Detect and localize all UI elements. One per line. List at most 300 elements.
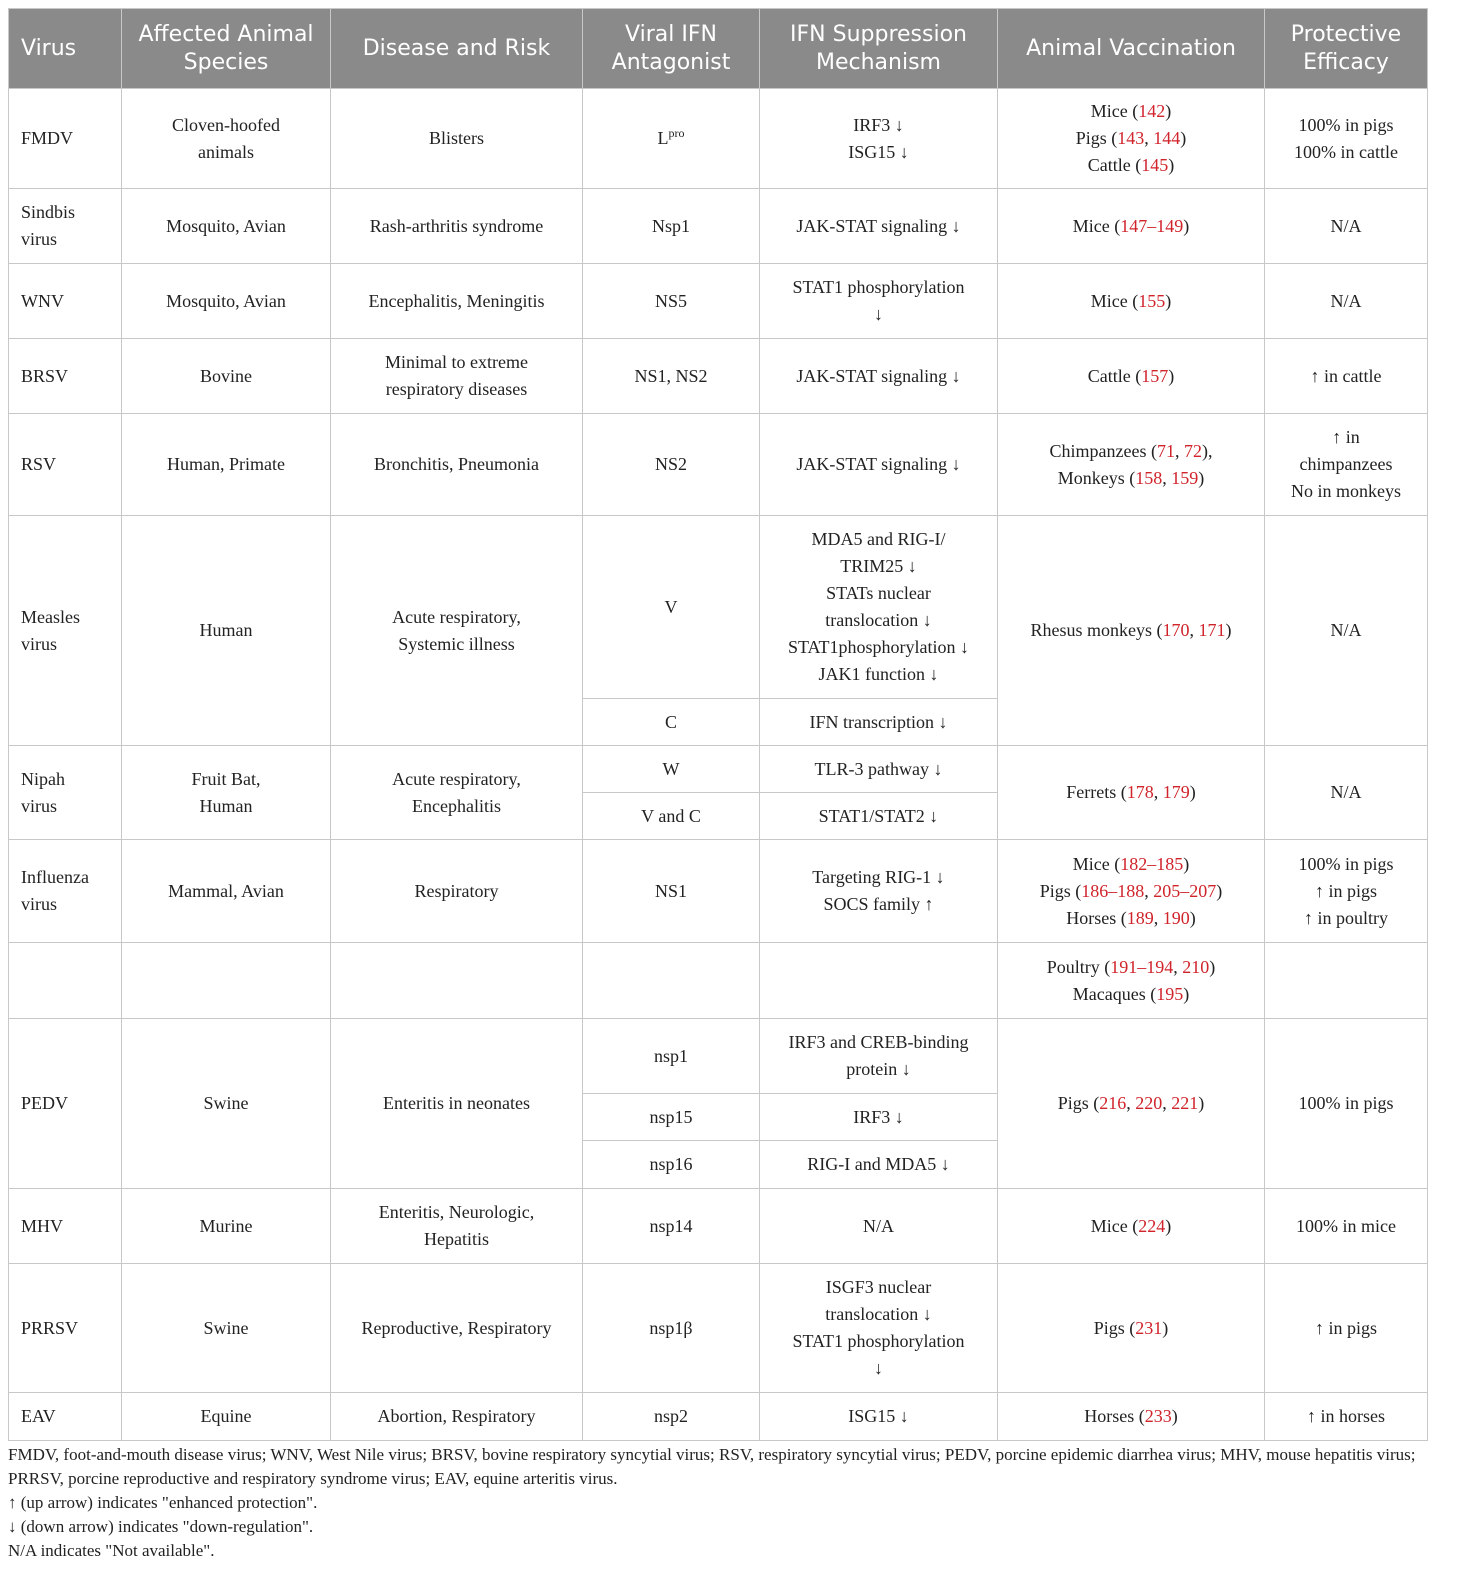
cell-disease [331,339,583,414]
cell-mechanism-line: IRF3 ↓ [853,1106,904,1127]
cell-efficacy-line: No in monkeys [1291,481,1401,501]
cell-species [122,89,331,189]
reference-link: 145 [1141,155,1169,175]
antagonist-name: nsp1β [649,1317,693,1338]
reference-link: 144 [1153,128,1181,148]
table-container [8,8,1427,1441]
cell-disease-line: respiratory diseases [385,379,528,399]
antagonist-name: L [657,128,669,148]
cell-efficacy [1265,189,1428,264]
cell-antagonist [583,1094,760,1141]
cell-disease-line: Bronchitis, Pneumonia [374,454,539,474]
reference-link: 205–207 [1153,880,1217,901]
cell-virus-line: Measles [21,606,80,627]
vaccination-animal: Horses ( [1084,1406,1145,1426]
antagonist-name: nsp2 [653,1406,688,1426]
cell-species [122,840,331,943]
header-ifn-antagonist [583,9,760,89]
header-virus [9,9,122,89]
cell-vaccination [998,840,1265,943]
reference-link: 71 [1156,440,1175,461]
cell-virus [9,414,122,516]
reference-link: 220 [1135,1093,1163,1113]
antagonist-name: Nsp1 [651,215,690,236]
vaccination-entry [1006,465,1256,492]
cell-antagonist [583,1393,760,1441]
cell-virus-line: RSV [21,454,57,474]
cell-mechanism-line: IRF3 and CREB-binding [788,1032,969,1052]
vaccination-animal: Cattle ( [1087,365,1142,386]
header-line: Affected Animal [138,21,314,47]
reference-link: 142 [1138,101,1166,121]
vaccination-entry [1006,1213,1256,1240]
cell-efficacy-line: ↑ in horses [1307,1406,1385,1426]
cell-species-line: Murine [199,1215,253,1236]
vaccination-entry [1006,152,1256,179]
cell-mechanism-line: RIG-I and MDA5 ↓ [807,1154,950,1174]
table-row [9,189,1428,264]
cell-virus [9,840,122,943]
cell-species [122,1019,331,1189]
cell-mechanism [760,264,998,339]
cell-mechanism-line: STATs nuclear [826,583,931,603]
cell-species [122,1264,331,1393]
vaccination-close: ) [1183,983,1190,1004]
cell-efficacy-line: N/A [1330,290,1362,311]
vaccination-close: ) [1162,1317,1169,1338]
header-line: Antagonist [611,49,731,75]
cell-vaccination [998,89,1265,189]
cell-virus-line: EAV [21,1406,56,1426]
cell-species [122,1189,331,1264]
vaccination-entry [1006,213,1256,240]
cell-virus-line: virus [21,633,57,654]
vaccination-close: ) [1165,101,1172,121]
cell-disease-line: Enteritis in neonates [383,1093,530,1113]
reference-link: 221 [1171,1093,1199,1113]
vaccination-close: ), [1201,440,1213,461]
cell-mechanism-line: ISG15 ↓ [848,141,909,162]
cell-mechanism-line: protein ↓ [846,1059,911,1079]
cell-species-line: Equine [200,1406,252,1426]
antagonist-name: C [664,711,677,732]
vaccination-close: ) [1209,956,1216,977]
cell-efficacy-line: ↑ in poultry [1304,907,1388,928]
cell-species-line: Mammal, Avian [168,880,284,901]
table-row [9,1393,1428,1441]
cell-disease [331,414,583,516]
cell-vaccination [998,1019,1265,1189]
cell-mechanism [760,793,998,840]
vaccination-entry [1006,438,1256,465]
cell-disease [331,840,583,943]
reference-link: 195 [1156,983,1184,1004]
reference-link: 155 [1138,290,1166,311]
cell-vaccination [998,414,1265,516]
footnote-up-arrow: ↑ (up arrow) indicates "enhanced protection". [8,1493,318,1512]
cell-mechanism-line: JAK-STAT signaling ↓ [796,365,961,386]
cell-mechanism [760,414,998,516]
vaccination-animal: Rhesus monkeys ( [1030,620,1163,640]
antagonist-name: nsp1 [653,1045,688,1066]
vaccination-entry [1006,617,1256,644]
header-line: Species [183,49,269,75]
cell-efficacy [1265,89,1428,189]
reference-link: 178 [1126,782,1154,802]
cell-antagonist [583,840,760,943]
vaccination-close: ) [1183,215,1190,236]
antagonist-name: nsp15 [649,1106,693,1127]
vaccination-animal: Poultry ( [1046,956,1111,977]
cell-mechanism-line: ↓ [874,1358,883,1378]
vaccination-animal: Cattle ( [1087,155,1142,175]
vaccination-entry [1006,363,1256,390]
cell-disease-line: Acute respiratory, [392,606,521,627]
header-line: Disease and Risk [362,35,551,61]
cell-species [122,414,331,516]
cell-species [122,1393,331,1441]
cell-antagonist [583,1019,760,1094]
cell-antagonist [583,414,760,516]
cell-species-line: Cloven-hoofed [172,114,280,135]
footnote-na: N/A indicates "Not available". [8,1541,215,1560]
virus-table [8,8,1428,1441]
vaccination-entry [1006,981,1256,1008]
cell-species-line: Mosquito, Avian [166,215,286,236]
vaccination-entry [1006,851,1256,878]
vaccination-close: ) [1198,1093,1205,1113]
cell-antagonist [583,264,760,339]
table-row [9,1264,1428,1393]
ref-separator: , [1144,880,1154,901]
reference-link: 143 [1117,128,1145,148]
cell-mechanism-line: MDA5 and RIG-I/ [811,529,946,549]
cell-species [122,264,331,339]
cell-mechanism-line: SOCS family ↑ [823,894,934,914]
ref-separator: , [1173,956,1183,977]
cell-virus-line: FMDV [21,128,74,148]
vaccination-close: ) [1189,907,1196,928]
ref-separator: , [1162,467,1172,488]
empty-cell [9,943,122,1019]
cell-virus [9,189,122,264]
cell-vaccination [998,189,1265,264]
vaccination-close: ) [1180,128,1187,148]
cell-virus-line: virus [21,894,57,914]
vaccination-entry [1006,779,1256,806]
cell-antagonist [583,89,760,189]
header-line: Protective [1290,21,1402,47]
cell-efficacy-line: 100% in pigs [1298,114,1394,135]
cell-virus [9,1264,122,1393]
cell-species-line: Human, Primate [167,454,285,474]
reference-link: 216 [1099,1093,1127,1113]
header-line: Efficacy [1303,49,1389,75]
cell-virus [9,89,122,189]
table-header-row [9,9,1428,89]
cell-disease-line: Encephalitis [412,795,501,816]
cell-efficacy-line: N/A [1330,782,1362,802]
antagonist-name: W [662,758,680,779]
vaccination-entry [1006,878,1256,905]
antagonist-name: NS5 [654,290,687,311]
cell-disease [331,746,583,840]
cell-virus-line: virus [21,229,57,249]
table-row [9,264,1428,339]
cell-vaccination [998,1264,1265,1393]
cell-efficacy [1265,516,1428,746]
cell-disease [331,1019,583,1189]
vaccination-animal: Macaques ( [1072,983,1157,1004]
cell-virus-line: virus [21,795,57,816]
vaccination-close: ) [1198,467,1205,488]
cell-disease-line: Encephalitis, Meningitis [368,290,545,311]
cell-efficacy-line: chimpanzees [1299,454,1393,474]
cell-species [122,189,331,264]
cell-mechanism-line: IRF3 ↓ [853,114,904,135]
cell-disease [331,516,583,746]
cell-mechanism-line: TRIM25 ↓ [840,556,917,576]
antagonist-name: V [664,596,678,617]
ref-separator: , [1153,907,1163,928]
empty-cell [760,943,998,1019]
cell-mechanism [760,699,998,746]
vaccination-animal: Mice ( [1072,853,1121,874]
cell-efficacy-line: 100% in cattle [1294,141,1398,162]
cell-antagonist [583,339,760,414]
reference-link: 157 [1141,365,1169,386]
cell-antagonist [583,189,760,264]
cell-mechanism [760,89,998,189]
cell-virus [9,516,122,746]
antagonist-name: NS1, NS2 [634,365,708,386]
header-protective-efficacy [1265,9,1428,89]
cell-mechanism [760,339,998,414]
header-suppression-mechanism [760,9,998,89]
cell-disease [331,1264,583,1393]
cell-vaccination [998,516,1265,746]
reference-link: 159 [1171,467,1199,488]
vaccination-close: ) [1183,853,1190,874]
cell-virus-line: BRSV [21,365,69,386]
cell-mechanism [760,189,998,264]
vaccination-animal: Monkeys ( [1057,467,1136,488]
reference-link: 182–185 [1120,853,1184,874]
cell-vaccination [998,746,1265,840]
vaccination-entry [1006,288,1256,315]
reference-link: 233 [1144,1406,1172,1426]
vaccination-animal: Pigs ( [1075,128,1118,148]
cell-mechanism-line: N/A [863,1215,894,1236]
cell-disease-line: Blisters [428,128,484,148]
cell-virus-line: Influenza [21,867,89,887]
vaccination-close: ) [1225,620,1232,640]
cell-mechanism-line: JAK-STAT signaling ↓ [796,215,961,236]
vaccination-close: ) [1165,1215,1172,1236]
cell-efficacy [1265,840,1428,943]
cell-efficacy-line: ↑ in [1332,427,1360,447]
antagonist-name: NS2 [654,454,687,474]
header-line: IFN Suppression [790,21,967,47]
cell-species [122,746,331,840]
header-line: Virus [21,35,77,61]
empty-cell [1265,943,1428,1019]
header-line: Viral IFN [625,21,717,47]
cell-efficacy-line: N/A [1330,620,1362,640]
cell-species-line: Human [199,620,253,640]
cell-mechanism-line: TLR-3 pathway ↓ [814,758,943,779]
vaccination-entry [1006,125,1256,152]
antagonist-name: nsp16 [649,1154,693,1174]
cell-disease-line: Enteritis, Neurologic, [378,1202,535,1222]
vaccination-animal: Mice ( [1090,101,1139,121]
ref-separator: , [1162,1093,1172,1113]
header-line: Mechanism [816,49,941,75]
table-row [9,89,1428,189]
cell-mechanism [760,1019,998,1094]
cell-efficacy [1265,339,1428,414]
cell-mechanism [760,1189,998,1264]
reference-link: 190 [1162,907,1190,928]
vaccination-close: ) [1216,880,1223,901]
cell-antagonist [583,699,760,746]
cell-virus [9,264,122,339]
table-row [9,746,1428,793]
vaccination-entry [1006,1403,1256,1430]
antagonist-name: NS1 [654,880,687,901]
cell-disease-line: Reproductive, Respiratory [361,1317,552,1338]
reference-link: 231 [1135,1317,1163,1338]
table-row [9,414,1428,516]
ref-separator: , [1126,1093,1136,1113]
vaccination-close: ) [1165,290,1172,311]
antagonist-superscript: pro [668,126,685,140]
cell-virus [9,746,122,840]
vaccination-animal: Pigs ( [1093,1317,1136,1338]
cell-virus-line: PEDV [21,1093,69,1113]
reference-link: 210 [1182,956,1210,977]
cell-species [122,516,331,746]
cell-antagonist [583,1141,760,1189]
cell-efficacy [1265,264,1428,339]
antagonist-name: nsp14 [649,1215,693,1236]
cell-mechanism-line: IFN transcription ↓ [809,711,948,732]
cell-disease-line: Respiratory [414,880,499,901]
vaccination-animal: Chimpanzees ( [1049,440,1157,461]
cell-efficacy [1265,1264,1428,1393]
cell-disease [331,189,583,264]
cell-mechanism-line: STAT1 phosphorylation [792,277,965,297]
ref-separator: , [1189,620,1199,640]
vaccination-animal: Mice ( [1090,290,1139,311]
cell-antagonist [583,793,760,840]
cell-virus-line: Nipah [21,768,65,789]
cell-species-line: Mosquito, Avian [166,290,286,311]
footnote-abbreviations: FMDV, foot-and-mouth disease virus; WNV, West Nile virus; BRSV, bovine respiratory syncytial virus; RSV, respiratory syncytial virus; PEDV, porcine epidemic diarrhea virus; MHV, mouse hepatitis virus; PRRSV, porcine reproductive and respiratory syndrome virus; EAV, equine arteritis virus. [8,1445,1416,1488]
vaccination-close: ) [1168,155,1175,175]
table-row [9,339,1428,414]
cell-efficacy [1265,1189,1428,1264]
cell-vaccination [998,339,1265,414]
cell-efficacy [1265,1393,1428,1441]
vaccination-entry [1006,905,1256,932]
header-disease-risk [331,9,583,89]
antagonist-name: V and C [641,805,701,826]
reference-link: 147–149 [1120,215,1184,236]
cell-efficacy-line: ↑ in pigs [1314,880,1377,901]
cell-mechanism [760,746,998,793]
empty-cell [583,943,760,1019]
cell-virus-line: WNV [21,290,64,311]
vaccination-entry [1006,1315,1256,1342]
cell-disease [331,1393,583,1441]
cell-virus [9,1019,122,1189]
reference-link: 189 [1126,907,1154,928]
ref-separator: , [1153,782,1163,802]
cell-species-line: Swine [203,1093,249,1113]
cell-species [122,339,331,414]
vaccination-animal: Ferrets ( [1066,782,1127,802]
cell-disease-line: Abortion, Respiratory [377,1406,536,1426]
vaccination-entry [1006,98,1256,125]
vaccination-close: ) [1171,1406,1178,1426]
cell-mechanism-line: JAK-STAT signaling ↓ [796,454,961,474]
cell-mechanism [760,516,998,699]
header-line: Animal Vaccination [1026,35,1236,61]
cell-vaccination [998,943,1265,1019]
cell-mechanism [760,1141,998,1189]
table-row [9,1189,1428,1264]
cell-mechanism-line: translocation ↓ [825,610,932,630]
cell-mechanism-line: ↓ [874,304,883,324]
vaccination-animal: Mice ( [1090,1215,1139,1236]
cell-vaccination [998,1189,1265,1264]
cell-mechanism-line: STAT1 phosphorylation [792,1331,965,1351]
cell-antagonist [583,1264,760,1393]
cell-species-line: Human [199,795,253,816]
reference-link: 224 [1138,1215,1166,1236]
cell-mechanism [760,1264,998,1393]
cell-efficacy-line: 100% in pigs [1298,853,1394,874]
cell-virus-line: Sindbis [21,202,76,222]
cell-antagonist [583,516,760,699]
cell-vaccination [998,1393,1265,1441]
vaccination-animal: Pigs ( [1039,880,1082,901]
cell-mechanism-line: STAT1/STAT2 ↓ [818,805,939,826]
vaccination-close: ) [1189,782,1196,802]
cell-mechanism-line: JAK1 function ↓ [818,664,939,684]
header-animal-vaccination [998,9,1265,89]
vaccination-close: ) [1168,365,1175,386]
cell-virus-line: MHV [21,1215,64,1236]
cell-efficacy-line: ↑ in cattle [1310,365,1382,386]
table-row [9,1019,1428,1094]
reference-link: 191–194 [1110,956,1174,977]
cell-virus [9,1189,122,1264]
cell-disease [331,264,583,339]
footnote-down-arrow: ↓ (down arrow) indicates "down-regulation". [8,1517,314,1536]
cell-mechanism-line: ISG15 ↓ [848,1406,909,1426]
reference-link: 158 [1135,467,1163,488]
reference-link: 186–188 [1081,880,1145,901]
cell-efficacy [1265,1019,1428,1189]
cell-efficacy [1265,746,1428,840]
cell-disease [331,89,583,189]
cell-mechanism-line: Targeting RIG-1 ↓ [812,867,945,887]
cell-virus [9,1393,122,1441]
cell-disease [331,1189,583,1264]
cell-disease-line: Acute respiratory, [392,768,521,789]
